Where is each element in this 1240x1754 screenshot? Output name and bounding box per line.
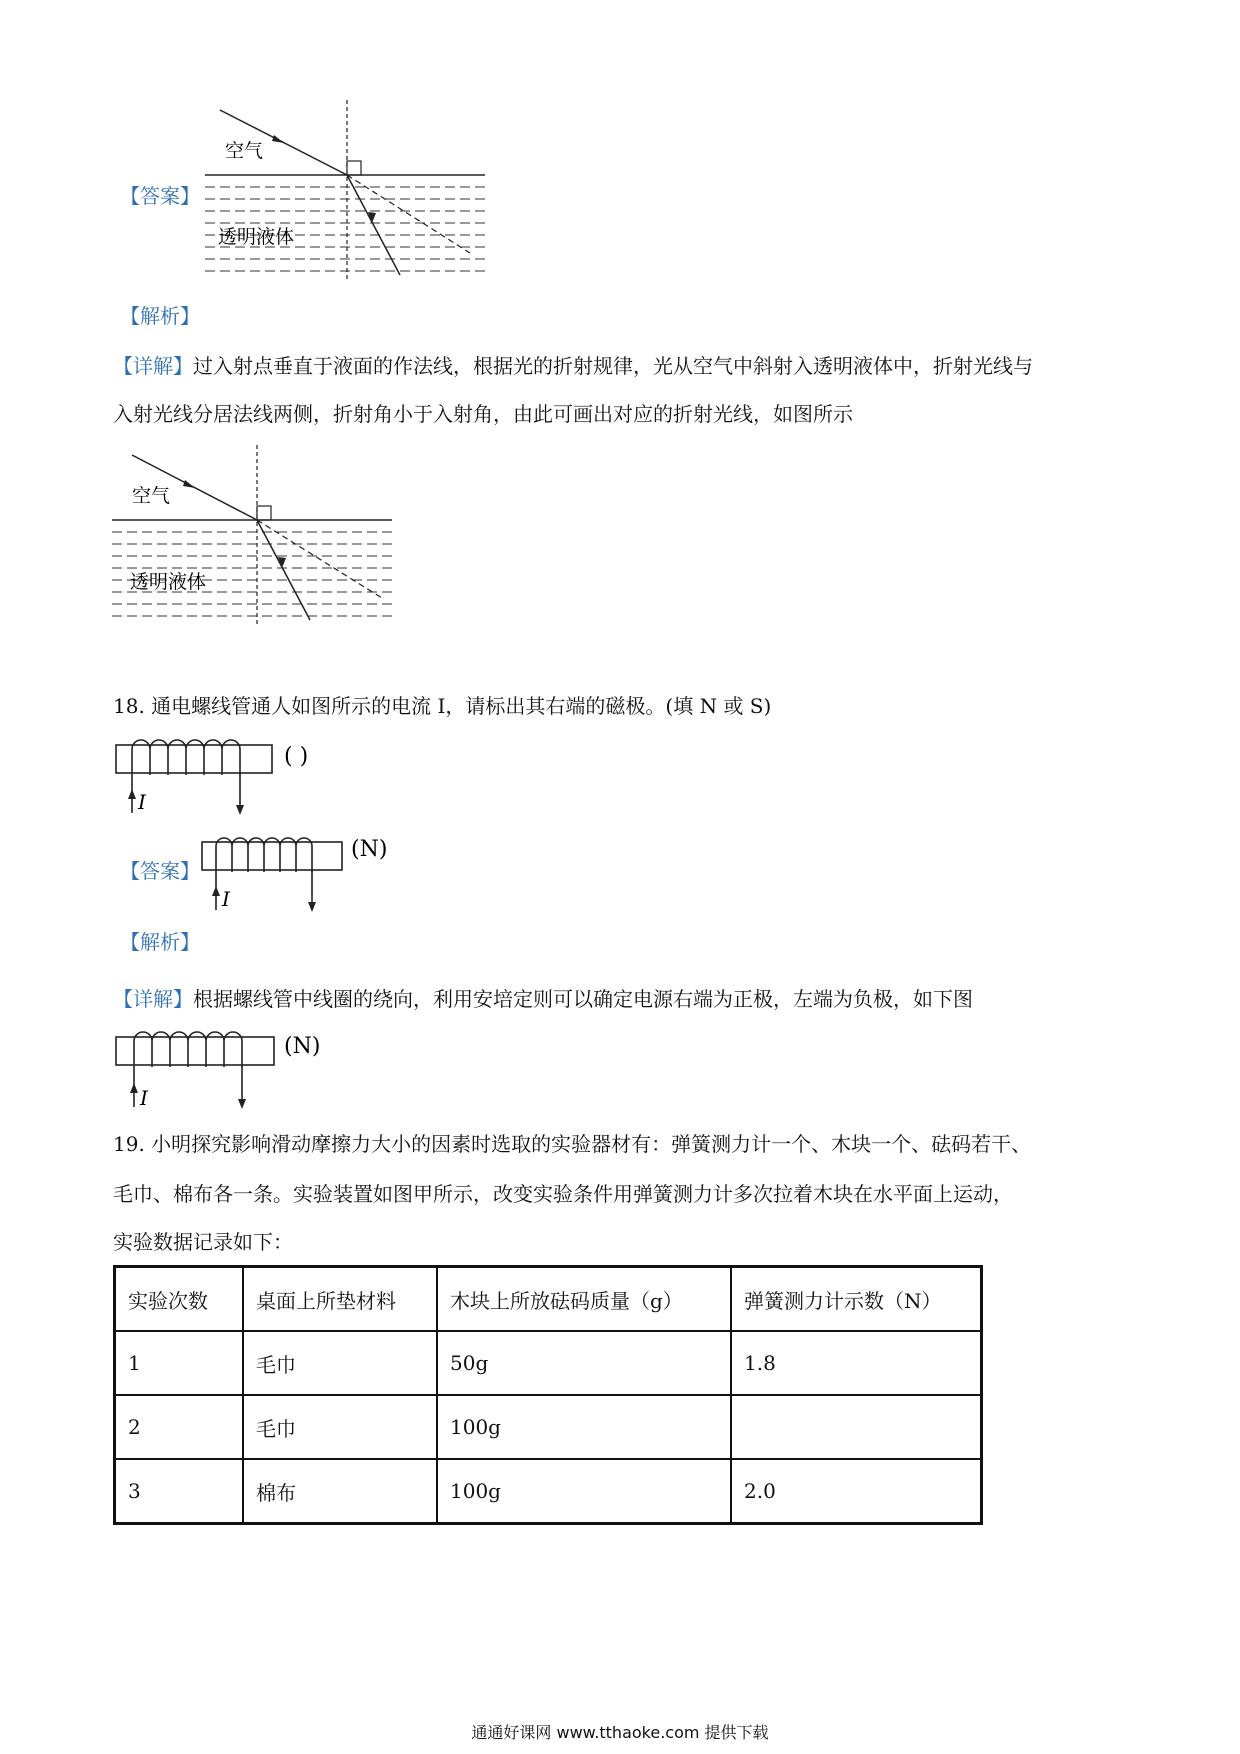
analysis-tag: 【解析】: [120, 304, 200, 328]
current-label: I: [140, 1086, 148, 1110]
detail-tag: 【详解】: [113, 354, 193, 378]
answer-tag: 【答案】: [120, 859, 200, 883]
current-label: I: [138, 790, 146, 814]
solenoid-diagram-answer: [198, 832, 428, 917]
label-air: 空气: [132, 485, 171, 507]
detail-tag: 【详解】: [113, 987, 193, 1011]
table-cell: 毛巾: [243, 1395, 437, 1459]
analysis-tag: 【解析】: [120, 930, 200, 954]
detail-paragraph-line: 入射光线分居法线两侧，折射角小于入射角，由此可画出对应的折射光线，如图所示: [113, 402, 853, 426]
refraction-diagram-detail: [110, 440, 400, 630]
solenoid-diagram-question: [112, 735, 382, 820]
table-cell: 2.0: [731, 1459, 982, 1524]
label-air: 空气: [225, 140, 264, 162]
question-19-line2: 毛巾、棉布各一条。实验装置如图甲所示，改变实验条件用弹簧测力计多次拉着木块在水平面上运动，: [113, 1182, 1013, 1206]
table-cell: 1.8: [731, 1331, 982, 1395]
table-cell: 棉布: [243, 1459, 437, 1524]
table-row: [115, 1395, 982, 1459]
table-header-cell: 弹簧测力计示数（N）: [731, 1267, 982, 1332]
answer-tag: 【答案】: [120, 184, 200, 208]
page-footer: 通通好课网 www.tthaoke.com 提供下载: [471, 1723, 769, 1742]
table-cell: 50g: [437, 1331, 731, 1395]
table-header-cell: 实验次数: [115, 1267, 244, 1332]
pole-blank: ( ): [284, 744, 309, 769]
detail-paragraph-line: 【详解】过入射点垂直于液面的作法线，根据光的折射规律，光从空气中斜射入透明液体中，折射光线与: [113, 354, 1033, 378]
table-cell: 100g: [437, 1395, 731, 1459]
table-cell: 2: [115, 1395, 244, 1459]
table-row: [115, 1459, 982, 1524]
table-row: [115, 1331, 982, 1395]
label-liquid: 透明液体: [130, 571, 207, 593]
table-cell: 1: [115, 1331, 244, 1395]
detail-paragraph-line: 【详解】根据螺线管中线圈的绕向，利用安培定则可以确定电源右端为正极，左端为负极，如下图: [113, 987, 973, 1011]
table-header-row: [115, 1267, 982, 1332]
table-cell: 100g: [437, 1459, 731, 1524]
table-cell: 3: [115, 1459, 244, 1524]
refraction-diagram-answer: [200, 95, 490, 285]
question-19-line3: 实验数据记录如下：: [113, 1230, 293, 1254]
solenoid-diagram-detail: [112, 1025, 392, 1115]
question-18: 18. 通电螺线管通人如图所示的电流 I，请标出其右端的磁极。(填 N 或 S): [113, 694, 772, 718]
current-label: I: [222, 887, 230, 911]
experiment-table: [113, 1265, 983, 1525]
table-cell: [731, 1395, 982, 1459]
table-header-cell: 桌面上所垫材料: [243, 1267, 437, 1332]
pole-answer: (N): [284, 1034, 321, 1059]
question-19-line1: 19. 小明探究影响滑动摩擦力大小的因素时选取的实验器材有：弹簧测力计一个、木块一个、砝码若干、: [113, 1132, 1032, 1156]
pole-answer: (N): [351, 837, 388, 862]
table-cell: 毛巾: [243, 1331, 437, 1395]
table-header-cell: 木块上所放砝码质量（g）: [437, 1267, 731, 1332]
label-liquid: 透明液体: [218, 226, 295, 248]
